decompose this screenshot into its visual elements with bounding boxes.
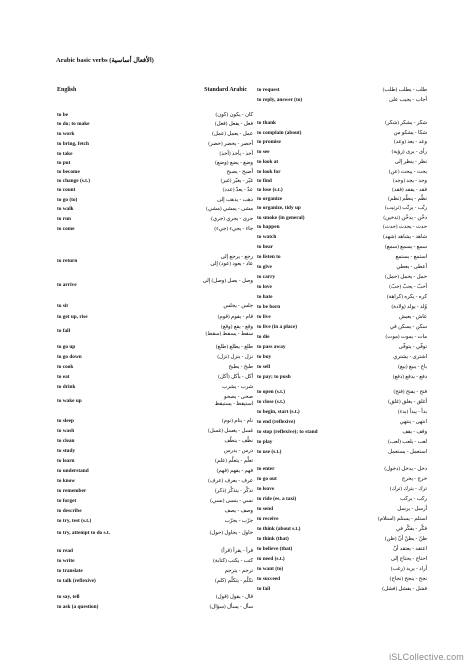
arabic-verb: عدّ - يعدّ (عدد) — [222, 187, 253, 193]
arabic-verb: تذكّر - يتذكّر (ذكر) — [214, 488, 253, 494]
arabic-verb: مات - يموت (موت) — [385, 334, 427, 340]
english-verb: to begin, start (s.t.) — [257, 409, 300, 415]
arabic-verb: أحبّ - يحبّ (حبّ) — [389, 284, 427, 290]
arabic-verb: مشى - يمشي (مشي) — [206, 206, 253, 212]
english-verb: to receive — [257, 516, 279, 522]
english-verb: to sell — [257, 364, 271, 370]
english-verb: to eat — [57, 374, 70, 380]
site-watermark: iSLCollective.com — [389, 652, 464, 662]
english-verb: to write — [57, 558, 75, 564]
english-verb: to run — [57, 216, 71, 222]
arabic-verb: استعمل - يستعمل — [388, 449, 427, 455]
english-verb: to fail — [257, 586, 271, 592]
english-verb: to use (s.t.) — [257, 449, 282, 455]
english-verb: to read — [57, 548, 73, 554]
english-verb: to wash — [57, 428, 75, 434]
arabic-verb: فشل - يفشل (فشل) — [382, 586, 427, 592]
english-verb: to pass away — [257, 344, 286, 350]
arabic-verb: سأل - يسأل (سؤال) — [209, 604, 253, 610]
arabic-verb: أغلق - يغلق (غلق) — [388, 399, 427, 405]
arabic-verb: وعد - يعد (وعد) — [393, 139, 427, 145]
english-verb: to end (reflexive) — [257, 419, 296, 425]
arabic-verb: شكر - يشكر (شكر) — [385, 120, 427, 126]
english-verb: to ask (a question) — [57, 604, 99, 610]
arabic-verb: أرسل - يرسل — [397, 506, 427, 512]
english-verb: to work — [57, 131, 75, 137]
english-verb: to be born — [257, 304, 281, 310]
arabic-verb: تكلّم - يتكلّم (كلم) — [214, 578, 253, 584]
arabic-verb: غيّر - يغيّر (غير) — [220, 178, 253, 184]
arabic-verb: رأى - يرى (رؤية) — [391, 149, 427, 155]
english-verb: to do; to make — [57, 121, 90, 127]
english-verb: to return — [57, 258, 78, 264]
arabic-verb: نجح - ينجح (نجاح) — [389, 576, 427, 582]
english-verb: to sit — [57, 303, 69, 309]
arabic-verb: قام - يقوم (قوم) — [217, 314, 253, 320]
arabic-verb: شاهد - يشاهد (شهد) — [383, 234, 427, 240]
english-verb: to look for — [257, 169, 281, 175]
arabic-verb-alt: سقط - يسقط (سقط) — [205, 331, 253, 337]
english-verb: to play — [257, 439, 273, 445]
english-verb: to put — [57, 160, 71, 166]
arabic-verb: ترك - يترك (ترك) — [389, 486, 427, 492]
english-verb: to request — [257, 87, 280, 93]
english-verb: to talk (reflexive) — [57, 578, 96, 584]
arabic-verb: أجاب - يجيب على — [388, 97, 427, 103]
english-verb: to ride (es. a taxi) — [257, 496, 297, 502]
arabic-verb: كره - يكره (كراهة) — [386, 294, 427, 300]
english-verb: to describe — [57, 508, 82, 514]
arabic-verb: طلب - يطلب (طلب) — [382, 87, 427, 93]
english-verb: to thank — [257, 120, 276, 126]
english-verb: to reply, answer (to) — [257, 97, 303, 103]
english-verb: to give — [257, 264, 272, 270]
arabic-verb: ذهب - يذهب إلى — [217, 197, 253, 203]
english-verb: to smoke (in general) — [257, 215, 305, 221]
english-verb: to walk — [57, 206, 74, 212]
english-verb: to enter — [257, 466, 275, 472]
arabic-verb: شرب - يشرب — [222, 384, 253, 390]
english-verb: to complain (about) — [257, 130, 302, 136]
arabic-verb: بدأ - يبدأ (بدء) — [397, 409, 427, 415]
english-verb: to pay; to push — [257, 374, 291, 380]
arabic-verb: دخّن - يدخّن (تدخين) — [383, 215, 427, 221]
english-verb: to watch — [257, 234, 277, 240]
english-verb: to clean — [57, 438, 75, 444]
english-verb: to see — [257, 149, 270, 155]
header-english: English — [57, 87, 77, 93]
arabic-verb: احتاج - يحتاج إلى — [390, 556, 427, 562]
left-column — [57, 84, 253, 610]
arabic-verb: بحث - يبحث (عن) — [388, 169, 427, 175]
english-verb: to find — [257, 178, 272, 184]
english-verb: to know — [57, 478, 76, 484]
arabic-verb: سكن - يسكن في — [389, 324, 427, 330]
english-verb: to wake up — [57, 398, 82, 404]
arabic-verb: فتح - يفتح (فتح) — [393, 389, 427, 395]
arabic-verb: وقع - يقع (وقع) — [220, 324, 253, 330]
arabic-verb: توفّي - يتوفّى — [398, 344, 427, 350]
english-verb: to die — [257, 334, 270, 340]
arabic-verb: وصل - يصل (وصل) إلى — [202, 278, 253, 284]
arabic-verb: جرّب - يجرّب — [224, 518, 253, 524]
arabic-verb: أكل - يأكل (أكل) — [218, 374, 253, 380]
english-verb: to believe (that) — [257, 546, 293, 552]
arabic-verb: قرأ - يقرأ (قرأ) — [221, 548, 253, 554]
english-verb: to want (to) — [257, 566, 284, 572]
english-verb: to be — [57, 112, 69, 118]
arabic-verb: أراد - يريد (رغب) — [390, 566, 427, 572]
arabic-verb: غسل - يغسل (غسل) — [207, 428, 253, 434]
arabic-verb: فهم - يفهم (فهم) — [216, 468, 253, 474]
arabic-verb: شكا - يشكو من — [393, 130, 427, 136]
english-verb: to organize — [257, 196, 283, 202]
english-verb: to arrive — [57, 282, 77, 288]
arabic-verb: كان - يكون (كون) — [215, 112, 253, 118]
english-verb: to fall — [57, 328, 71, 334]
english-verb: to try, test (s.t.) — [57, 518, 92, 524]
arabic-verb: وصف - يصف — [224, 508, 253, 514]
arabic-verb: نظر - ينظر إلى — [394, 159, 427, 165]
arabic-verb: أصبح - يصبح — [226, 169, 253, 175]
english-verb: to remember — [57, 488, 87, 494]
english-verb: to hear — [257, 244, 274, 250]
arabic-verb: دخل - يدخل (دخول) — [384, 466, 427, 472]
english-verb: to try, attempt to do s.t. — [57, 530, 110, 536]
english-verb: to live — [257, 314, 271, 320]
arabic-verb: وُلد - يولد (ولادة) — [391, 304, 427, 310]
arabic-verb: ظنّ - يظنّ أنّ (ظن) — [384, 536, 427, 542]
arabic-verb: اشترى - يشتري — [393, 354, 427, 360]
english-verb: to go down — [57, 354, 82, 360]
arabic-verb: دفع - يدفع (دفع) — [392, 374, 427, 380]
english-verb: to get up, rise — [57, 314, 88, 320]
arabic-verb-alt: استيقظ - يستيقظ — [214, 401, 253, 407]
english-verb: to buy — [257, 354, 272, 360]
english-verb: to send — [257, 506, 274, 512]
english-verb: to say, tell — [57, 594, 80, 600]
arabic-verb: باع - يبيع (بيع) — [398, 364, 427, 370]
english-verb: to open (s.t.) — [257, 389, 285, 395]
english-verb: to cook — [57, 364, 74, 370]
english-verb: to lose (s.t.) — [257, 187, 283, 193]
arabic-verb: قال - يقول (قول) — [215, 594, 253, 600]
arabic-verb: عاش - يعيش — [398, 314, 427, 320]
arabic-verb: نزل - ينزل (نزل) — [217, 354, 253, 360]
english-verb: to understand — [57, 468, 89, 474]
english-verb: to change (s.t.) — [57, 178, 90, 184]
english-verb: to leave — [257, 486, 275, 492]
arabic-verb-alt: عاد - يعود (عود) إلى — [210, 261, 253, 267]
arabic-verb: جلس - يجلس — [223, 303, 253, 309]
arabic-verb: تعلّم - يتعلّم (علم) — [215, 458, 253, 464]
english-verb: to listen to — [257, 254, 281, 260]
arabic-verb: فكّر - يفكّر في — [395, 526, 427, 532]
english-verb: to think (about s.t.) — [257, 526, 301, 532]
english-verb: to hate — [257, 294, 273, 300]
arabic-verb: عرف - يعرف (عرف) — [208, 478, 253, 484]
arabic-verb: سمع - يسمع (سمع) — [385, 244, 427, 250]
english-verb: to go (to) — [57, 197, 78, 203]
english-verb: to organize, tidy up — [257, 205, 301, 211]
english-verb: to take — [57, 151, 73, 157]
arabic-verb: نظّف - ينظّف — [224, 438, 253, 444]
arabic-verb: جرى - يجري (جري) — [211, 216, 253, 222]
english-verb: to love — [257, 284, 272, 290]
english-verb: to become — [57, 169, 80, 175]
english-verb: to close (s.t.) — [257, 399, 285, 405]
arabic-verb: اعتقد - يعتقد أنّ — [393, 546, 427, 552]
arabic-verb: وضع - يضع (وضع) — [215, 160, 253, 166]
arabic-verb: أعطى - يعطي — [396, 264, 427, 270]
arabic-verb: رتّب - يرتّب (ترتيب) — [384, 205, 427, 211]
arabic-verb: كتب - يكتب (كتابة) — [213, 558, 253, 564]
arabic-verb: درس - يدرس — [223, 448, 253, 454]
arabic-verb: نام - ينام (نوم) — [221, 418, 253, 424]
english-verb: to bring, fetch — [57, 141, 89, 147]
header-arabic: Standard Arabic — [204, 87, 247, 93]
english-verb: to translate — [57, 568, 83, 574]
arabic-verb: حاول - يحاول (حول) — [209, 530, 253, 536]
arabic-verb: نظّم - ينظّم (نظم) — [388, 196, 427, 202]
english-verb: to look at — [257, 159, 279, 165]
arabic-verb: فقد - يفقد (فقد) — [392, 187, 427, 193]
arabic-verb: انتهى - ينتهي — [399, 419, 427, 425]
english-verb: to sleep — [57, 418, 74, 424]
arabic-verb: وقف - يقف — [402, 429, 427, 435]
english-verb: to think (that) — [257, 536, 289, 542]
english-verb: to drink — [57, 384, 76, 390]
arabic-verb: جاء - يجيء (جيء) — [214, 226, 253, 232]
arabic-verb: حدث - يحدث (حدث) — [382, 224, 427, 230]
english-verb: to forget — [57, 498, 77, 504]
english-verb: to happen — [257, 224, 280, 230]
english-verb: to count — [57, 187, 76, 193]
arabic-verb: نسي - ينسى (نسي) — [210, 498, 253, 504]
column-headers — [57, 84, 253, 96]
arabic-verb: صحى - يصحو — [224, 394, 253, 400]
english-verb: to promise — [257, 139, 281, 145]
english-verb: to succeed — [257, 576, 281, 582]
arabic-verb: خرج - يخرج — [401, 476, 427, 482]
english-verb: to carry — [257, 274, 276, 280]
english-verb: to go out — [257, 476, 277, 482]
arabic-verb: حمل - يحمل (حمل) — [385, 274, 427, 280]
arabic-verb: رجع - يرجع إلى — [220, 254, 253, 260]
english-verb: to study — [57, 448, 76, 454]
arabic-verb: طلع - يطلع (طلع) — [215, 344, 253, 350]
arabic-verb: طبخ - يطبخ — [228, 364, 253, 370]
english-verb: to come — [57, 226, 75, 232]
arabic-verb: لعب - يلعب (لعب) — [388, 439, 427, 445]
arabic-verb: وجد - يجد (وجد) — [392, 178, 427, 184]
english-verb: to go up — [57, 344, 76, 350]
arabic-verb: أحضر - يحضر (حضر) — [208, 141, 253, 147]
arabic-verb: ترجم - يترجم — [224, 568, 253, 574]
english-verb: to live (in a place) — [257, 324, 298, 330]
page-title: Arabic basic verbs (الأفعال أساسية) — [56, 57, 154, 64]
arabic-verb: ركب - يركب — [400, 496, 427, 502]
arabic-verb: عمل - يعمل (عمل) — [212, 131, 253, 137]
arabic-verb: فعل - يفعل (فعل) — [214, 121, 253, 127]
arabic-verb: استمع - يستمع — [395, 254, 427, 260]
english-verb: to learn — [57, 458, 75, 464]
english-verb: to stop (reflexive); to stand — [257, 429, 318, 435]
english-verb: to need (s.t.) — [257, 556, 285, 562]
arabic-verb: استلم - يستلم (استلام) — [377, 516, 427, 522]
arabic-verb: أخذ - يأخذ (أخذ) — [219, 151, 253, 157]
